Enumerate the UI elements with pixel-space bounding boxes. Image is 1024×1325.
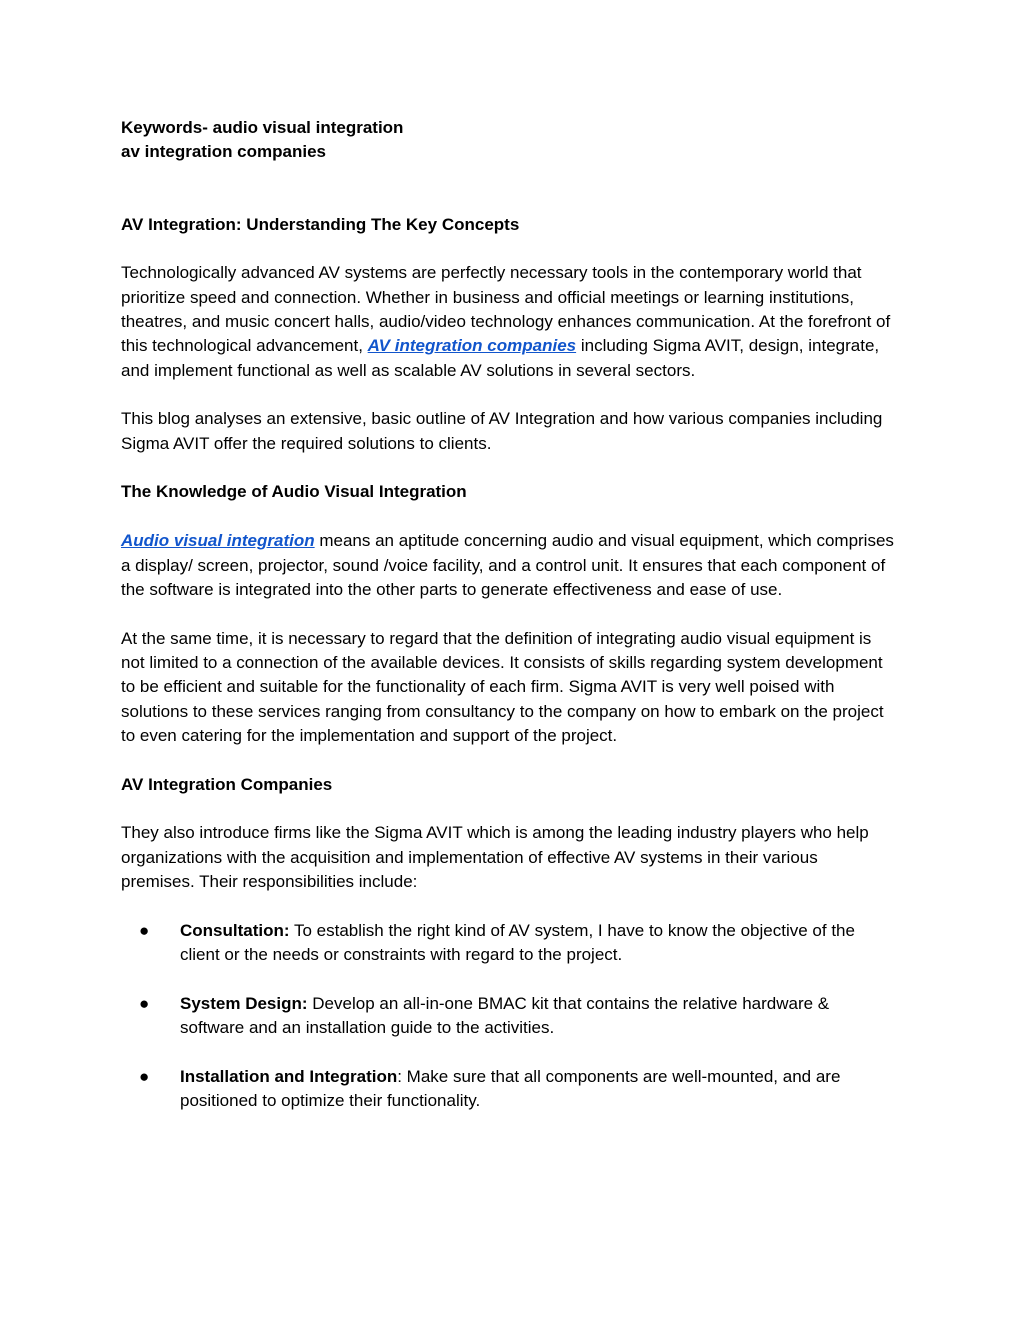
paragraph-blog-outline: This blog analyses an extensive, basic outline of AV Integration and how various companies including Sigma AVIT offer the required solutions to clients.: [121, 409, 883, 453]
paragraph-text: means an aptitude concerning audio and visual equipment, which comprises a display/ screen, projector, sound /voice facility, and a control unit. It ensures that each component of the software is integrated into the other parts to generate effectiveness and ease of use.: [121, 531, 894, 599]
spacer: [121, 967, 896, 992]
spacer: [121, 505, 896, 530]
paragraph-system-development: At the same time, it is necessary to regard that the definition of integrating audio visual equipment is not limited to a connection of the available devices. It consists of skills regarding system development to be efficient and suitable for the functionality of each firm. Sigma AVIT is very well poised with solutions to these services ranging from consultancy to the company on how to embark on the project to even catering for the implementation and support of the project.: [121, 628, 884, 745]
paragraph-responsibilities: They also introduce firms like the Sigma AVIT which is among the leading industry players who help organizations with the acquisition and implementation of effective AV systems in their various premises. Their responsibilities include:: [121, 823, 869, 892]
paragraph-definition: [121, 529, 896, 602]
spacer: [121, 797, 896, 822]
spacer: [121, 456, 896, 481]
bullet-icon: ●: [139, 993, 150, 1013]
spacer: [121, 165, 896, 213]
section-heading-av-integration: AV Integration: Understanding The Key Concepts: [121, 214, 520, 234]
paragraph-text: Technologically advanced AV systems are perfectly necessary tools in the contemporary world that prioritize speed and connection. Whether in business and official meetings or learning institutions, theatres, and music concert halls, audio/video technology enhances communication. At the forefront of this technological advancement,: [121, 263, 891, 356]
bullet-icon: ●: [139, 920, 150, 940]
list-item: [121, 1065, 896, 1114]
list-item-text: To establish the right kind of AV system, I have to know the objective of the client or the needs or constraints with regard to the project.: [180, 920, 855, 965]
responsibilities-list: [121, 919, 896, 1114]
list-item-text: Develop an all-in-one BMAC kit that contains the relative hardware & software and an installation guide to the activities.: [180, 993, 830, 1038]
paragraph-text: including Sigma AVIT, design, integrate, and implement functional as well as scalable AV solutions in several sectors.: [121, 336, 880, 380]
spacer: [121, 602, 896, 627]
document-page: [121, 116, 896, 1114]
list-item-label: System Design:: [180, 993, 308, 1013]
list-item-text: : Make sure that all components are well-mounted, and are positioned to optimize their functionality.: [180, 1067, 841, 1111]
keywords-line-2: av integration companies: [121, 142, 326, 162]
spacer: [121, 237, 896, 262]
spacer: [121, 894, 896, 919]
list-item-label: Consultation:: [180, 920, 290, 940]
spacer: [121, 748, 896, 773]
list-item: [121, 992, 896, 1041]
paragraph-intro: [121, 261, 896, 382]
av-integration-companies-link[interactable]: AV integration companies: [367, 336, 577, 356]
list-item-label: Installation and Integration: [180, 1067, 398, 1087]
spacer: [121, 383, 896, 408]
audio-visual-integration-link[interactable]: Audio visual integration: [121, 531, 315, 551]
spacer: [121, 1041, 896, 1066]
section-heading-knowledge: The Knowledge of Audio Visual Integration: [121, 482, 467, 502]
keywords-line-1: Keywords- audio visual integration: [121, 118, 404, 137]
bullet-icon: ●: [139, 1067, 150, 1087]
list-item: [121, 919, 896, 968]
section-heading-companies: AV Integration Companies: [121, 774, 333, 794]
